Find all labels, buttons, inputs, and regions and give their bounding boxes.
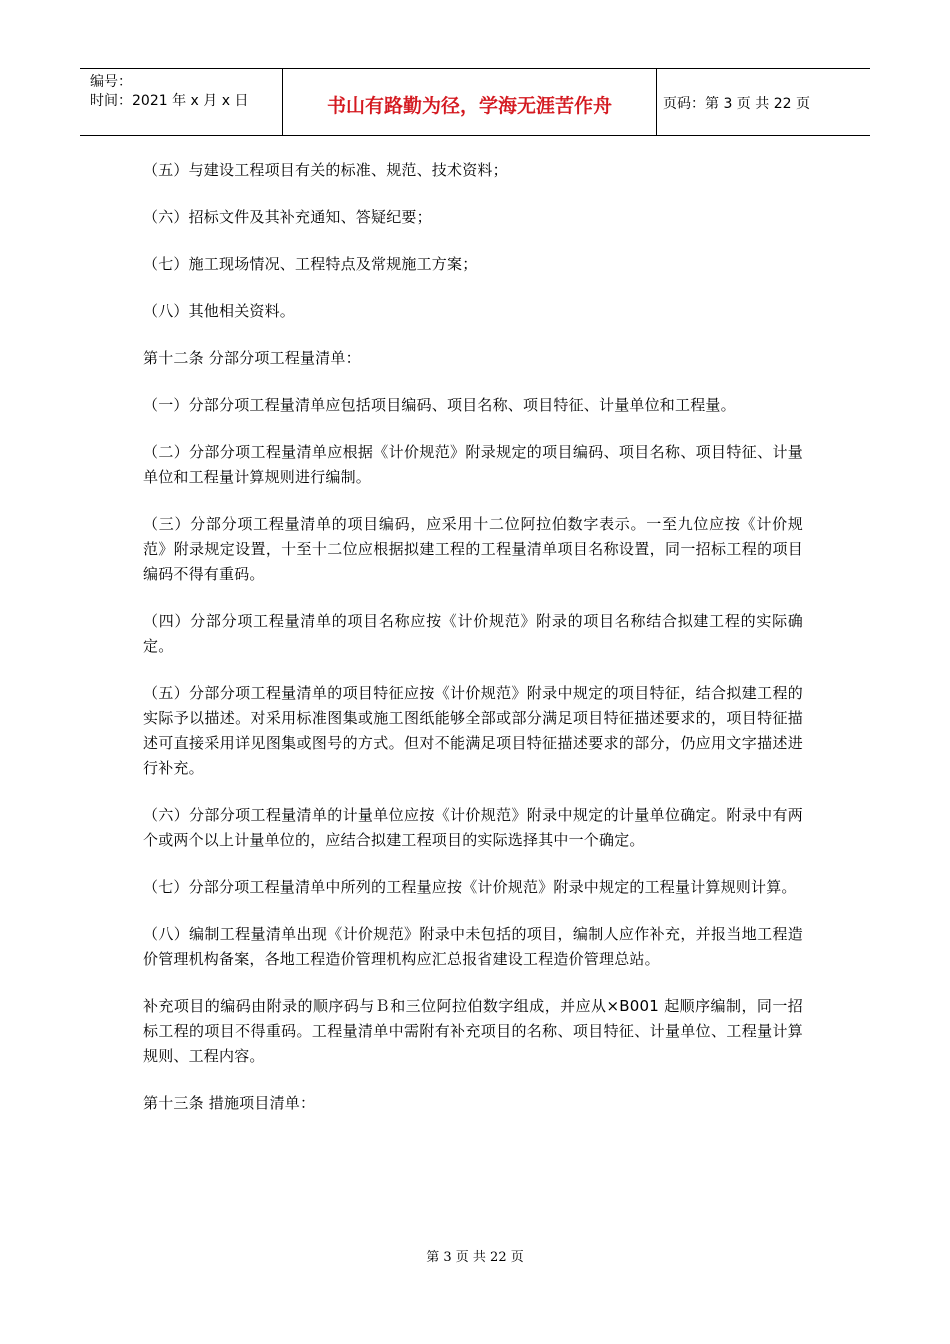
paragraph: 补充项目的编码由附录的顺序码与Ｂ和三位阿拉伯数字组成，并应从×B001 起顺序编制，同一招标工程的项目不得重码。工程量清单中需附有补充项目的名称、项目特征、计量单位、工程量计算规则、工程内容。 — [143, 997, 803, 1065]
header-meta-cell — [80, 69, 283, 135]
header-motto: 书山有路勤为径，学海无涯苦作舟 — [283, 69, 657, 135]
paragraph: （六）招标文件及其补充通知、答疑纪要； — [143, 208, 432, 226]
document-number-label: 编号： — [90, 74, 132, 90]
page-header — [80, 68, 870, 136]
header-page-label: 页码：第 3 页 共 22 页 — [663, 96, 810, 112]
paragraph: （八）其他相关资料。 — [143, 302, 296, 320]
paragraph: （四）分部分项工程量清单的项目名称应按《计价规范》附录的项目名称结合拟建工程的实际确定。 — [143, 612, 803, 655]
paragraph: （七）分部分项工程量清单中所列的工程量应按《计价规范》附录中规定的工程量计算规则计算。 — [143, 878, 797, 896]
paragraph: （七）施工现场情况、工程特点及常规施工方案； — [143, 255, 478, 273]
paragraph: （二）分部分项工程量清单应根据《计价规范》附录规定的项目编码、项目名称、项目特征、计量单位和工程量计算规则进行编制。 — [143, 443, 803, 486]
document-date-label: 时间：2021 年 x 月 x 日 — [90, 93, 249, 109]
paragraph: （五）分部分项工程量清单的项目特征应按《计价规范》附录中规定的项目特征，结合拟建工程的实际予以描述。对采用标准图集或施工图纸能够全部或部分满足项目特征描述要求的，项目特征描述可直接采用详见图集或图号的方式。但对不能满足项目特征描述要求的部分，仍应用文字描述进行补充。 — [143, 684, 803, 777]
section-heading: 第十二条 分部分项工程量清单： — [143, 349, 361, 367]
paragraph: （八）编制工程量清单出现《计价规范》附录中未包括的项目，编制人应作补充，并报当地工程造价管理机构备案，各地工程造价管理机构应汇总报省建设工程造价管理总站。 — [143, 925, 803, 968]
document-body — [143, 158, 803, 1138]
paragraph: （一）分部分项工程量清单应包括项目编码、项目名称、项目特征、计量单位和工程量。 — [143, 396, 736, 414]
paragraph: （六）分部分项工程量清单的计量单位应按《计价规范》附录中规定的计量单位确定。附录中有两个或两个以上计量单位的，应结合拟建工程项目的实际选择其中一个确定。 — [143, 806, 803, 849]
page-footer: 第 3 页 共 22 页 — [426, 1250, 524, 1265]
section-heading: 第十三条 措施项目清单： — [143, 1094, 316, 1112]
paragraph: （三）分部分项工程量清单的项目编码，应采用十二位阿拉伯数字表示。一至九位应按《计价规范》附录规定设置，十至十二位应根据拟建工程的工程量清单项目名称设置，同一招标工程的项目编码不得有重码。 — [143, 515, 803, 583]
paragraph: （五）与建设工程项目有关的标准、规范、技术资料； — [143, 161, 508, 179]
